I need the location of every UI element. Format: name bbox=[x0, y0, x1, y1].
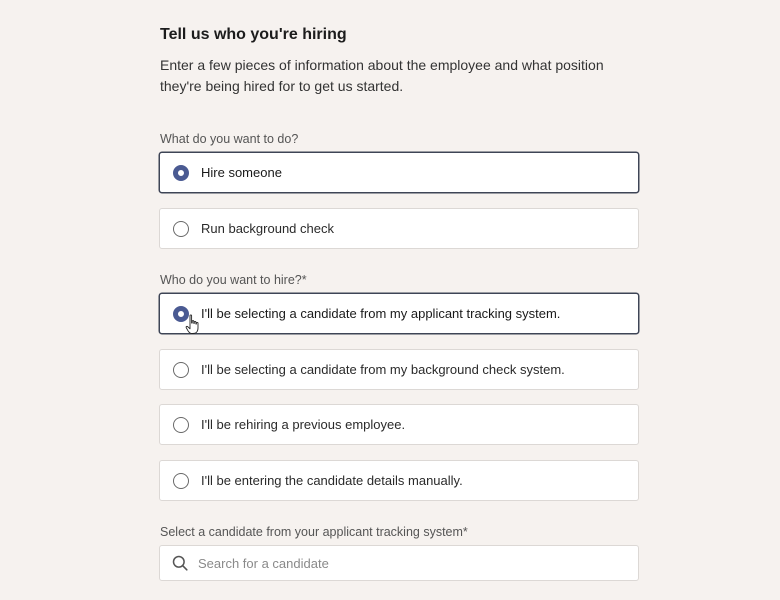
radio-background-check-system[interactable] bbox=[173, 362, 189, 378]
option-label: I'll be rehiring a previous employee. bbox=[201, 417, 406, 432]
option-label: I'll be selecting a candidate from my background check system. bbox=[201, 362, 565, 377]
option-label: I'll be entering the candidate details manually. bbox=[201, 473, 463, 488]
radio-applicant-tracking[interactable] bbox=[173, 306, 189, 322]
option-run-background-check[interactable] bbox=[159, 208, 639, 249]
search-icon bbox=[172, 555, 188, 571]
radio-run-background-check[interactable] bbox=[173, 221, 189, 237]
option-manual-entry[interactable] bbox=[159, 460, 639, 501]
option-label: Hire someone bbox=[201, 165, 282, 180]
option-background-check-system[interactable] bbox=[159, 349, 639, 390]
radio-hire-someone[interactable] bbox=[173, 165, 189, 181]
radio-manual-entry[interactable] bbox=[173, 473, 189, 489]
candidate-search-box[interactable] bbox=[159, 545, 639, 581]
option-hire-someone[interactable] bbox=[159, 152, 639, 193]
option-applicant-tracking[interactable] bbox=[159, 293, 639, 334]
radio-rehire-previous[interactable] bbox=[173, 417, 189, 433]
hire-question-label: Who do you want to hire?* bbox=[160, 273, 307, 287]
candidate-search-label: Select a candidate from your applicant tracking system* bbox=[160, 525, 468, 539]
action-question-label: What do you want to do? bbox=[160, 132, 299, 146]
page-subtitle: Enter a few pieces of information about the employee and what position they're being hired for to get us started. bbox=[160, 57, 604, 94]
option-label: I'll be selecting a candidate from my applicant tracking system. bbox=[201, 306, 561, 321]
candidate-search-input[interactable] bbox=[198, 556, 618, 571]
page-title: Tell us who you're hiring bbox=[160, 26, 347, 43]
option-rehire-previous[interactable] bbox=[159, 404, 639, 445]
option-label: Run background check bbox=[201, 221, 334, 236]
